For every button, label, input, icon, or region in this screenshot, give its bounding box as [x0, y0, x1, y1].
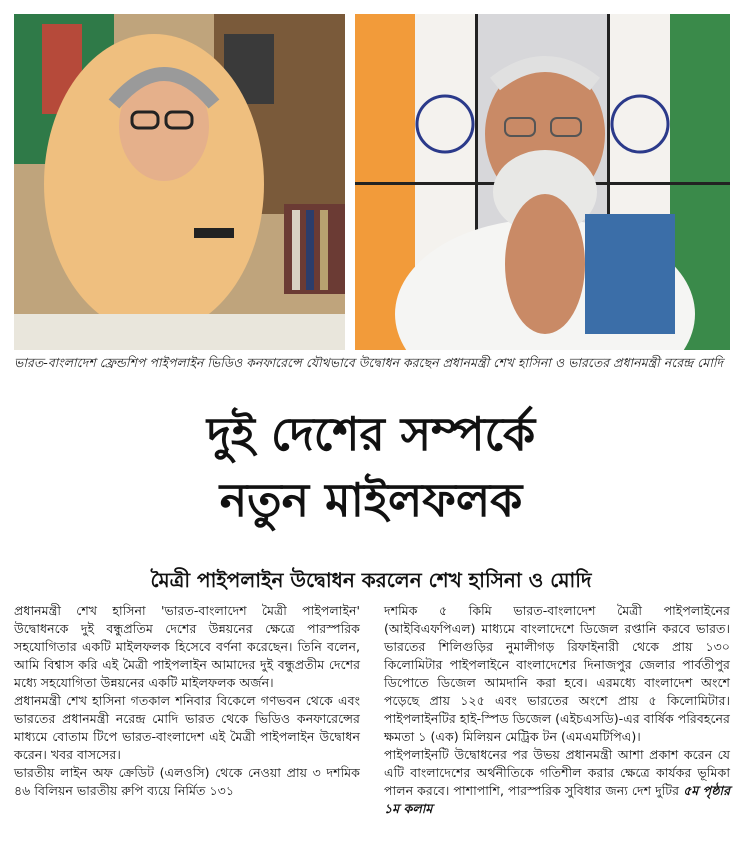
photo-caption: ভারত-বাংলাদেশ ফ্রেন্ডশিপ পাইপলাইন ভিডিও কনফারেন্সে যৌথভাবে উদ্বোধন করছেন প্রধানমন্ত্রী শেখ হাসিনা ও ভারতের প্রধানমন্ত্রী নরেন্দ্র মোদি: [14, 355, 723, 370]
headline-line-1: দুই দেশের সম্পর্কে: [206, 407, 536, 461]
paragraph-text: পাইপলাইনটি উদ্বোধনের পর উভয় প্রধানমন্ত্রী আশা প্রকাশ করেন যে এটি বাংলাদেশের অর্থনীতিকে গতিশীল করার ক্ষেত্রে কার্যকর ভূমিকা পালন করবে। পাশাপাশি, পারস্পরিক সুবিধার জন্য দেশ দুটির: [384, 747, 730, 798]
headline-line-2: নতুন মাইলফলক: [219, 473, 523, 527]
paragraph: প্রধানমন্ত্রী শেখ হাসিনা গতকাল শনিবার বিকেলে গণভবন থেকে এবং ভারতের প্রধানমন্ত্রী নরেন্দ্র মোদি ভারত থেকে ভিডিও কনফারেন্সের মাধ্যমে বোতাম টিপে ভারত-বাংলাদেশ এই মৈত্রী পাইপলাইন উদ্বোধন করেন। খবর বাসসের।: [14, 693, 360, 762]
article-column-left: [14, 602, 360, 800]
paragraph: দশমিক ৫ কিমি ভারত-বাংলাদেশ মৈত্রী পাইপলাইনের (আইবিএফপিএল) মাধ্যমে বাংলাদেশে ডিজেল রপ্তানি করবে ভারত। ভারতের শিলিগুড়ির নুমালীগড় রিফাইনারী থেকে প্রায় ১৩০ কিলোমিটার পাইপলাইনে বাংলাদেশের দিনাজপুর জেলার পার্বতীপুর ডিপোতে ডিজেল আমদানি করা হবে। এরমধ্যে বাংলাদেশ অংশে পড়েছে প্রায় ১২৫ এবং ভারতের অংশে প্রায় ৫ কিলোমিটার। পাইপলাইনটির হাই-স্পিড ডিজেল (এইচএসডি)-এর বার্ষিক পরিবহনের ক্ষমতা ১ (এক) মিলিয়ন মেট্রিক টন (এমএমটিপিএ)।: [384, 603, 730, 744]
photo-sheikh-hasina-illustration: [14, 14, 345, 350]
continuation-jump-link[interactable]: ৫ম পৃষ্ঠার ১ম কলাম: [384, 783, 731, 816]
paragraph: প্রধানমন্ত্রী শেখ হাসিনা 'ভারত-বাংলাদেশ মৈত্রী পাইপলাইন' উদ্বোধনকে দুই বন্ধুপ্রতিম দেশের উন্নয়নের ক্ষেত্রে পারস্পরিক সহযোগিতার একটি মাইলফলক হিসেবে বর্ণনা করেছেন। তিনি বলেন, আমি বিশ্বাস করি এই মৈত্রী পাইপলাইন আমাদের দুই বন্ধুপ্রতীম দেশের মধ্যে সহযোগিতা উন্নয়নের একটি মাইলফলক অর্জন।: [14, 603, 360, 690]
article-column-right: [384, 602, 730, 818]
paragraph: ভারতীয় লাইন অফ ক্রেডিট (এলওসি) থেকে নেওয়া প্রায় ৩ দশমিক ৪৬ বিলিয়ন ভারতীয় রুপি ব্যয়ে নির্মিত ১৩১: [14, 765, 360, 798]
photo-pair: [14, 14, 730, 350]
photo-narendra-modi: [355, 14, 730, 350]
subheadline: মৈত্রী পাইপলাইন উদ্বোধন করলেন শেখ হাসিনা ও মোদি: [150, 568, 592, 592]
paragraph-last: [384, 746, 730, 818]
photo-narendra-modi-illustration: [355, 14, 730, 350]
photo-sheikh-hasina: [14, 14, 345, 350]
